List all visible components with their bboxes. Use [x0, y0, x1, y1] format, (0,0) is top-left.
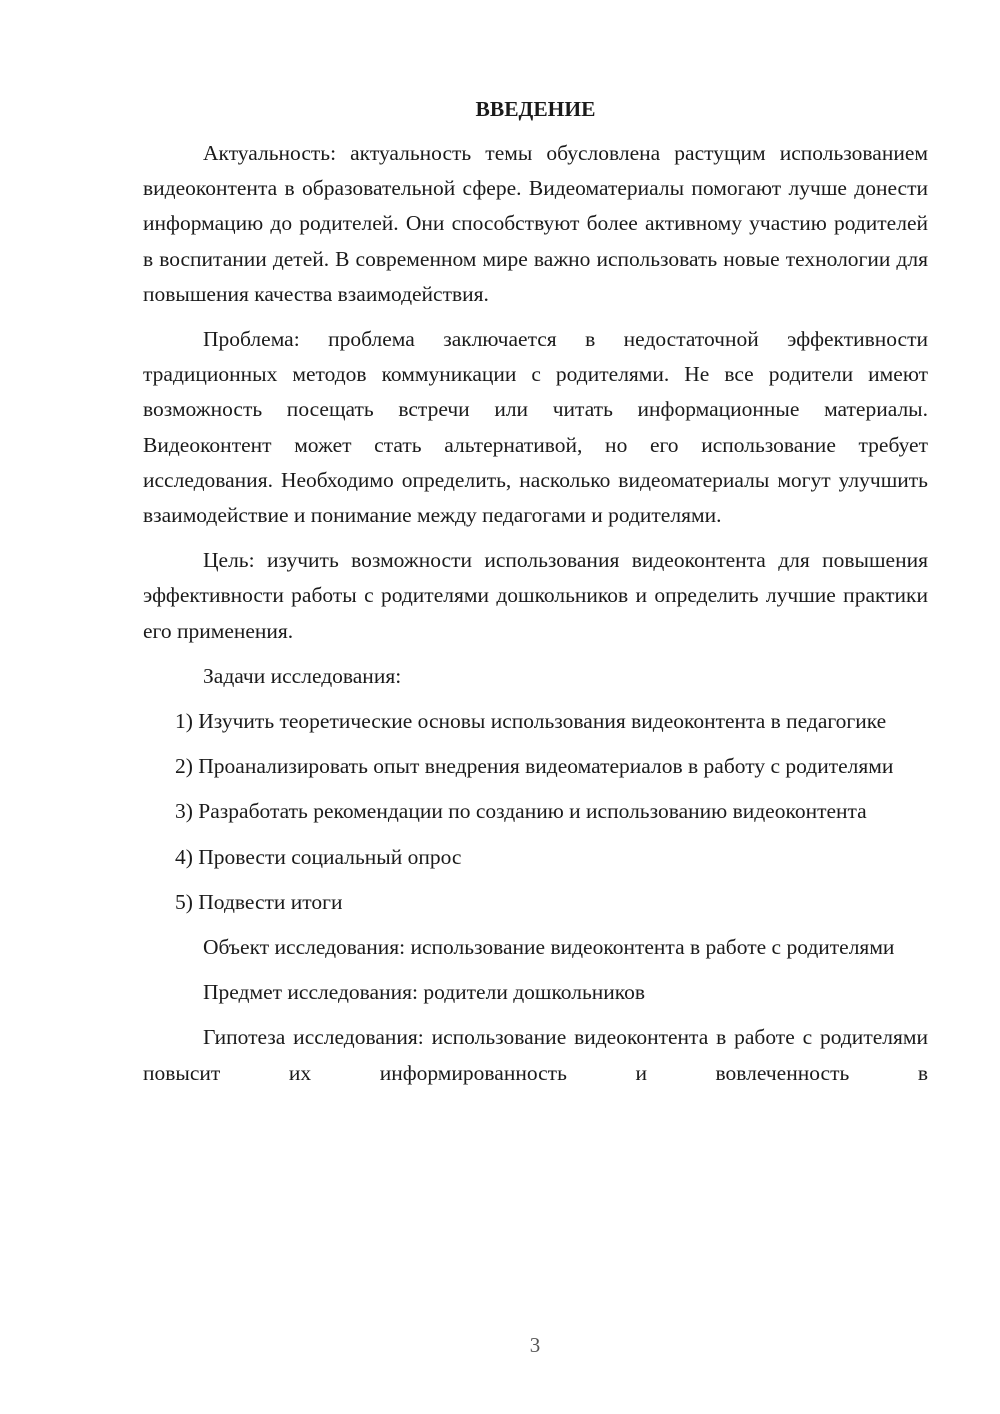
hypothesis-paragraph: Гипотеза исследования: использование видеоконтента в работе с родителями повысит их информированность и вовлеченность в	[143, 1025, 928, 1085]
task-item: 5) Подвести итоги	[175, 889, 343, 914]
problem-paragraph: Проблема: проблема заключается в недостаточной эффективности традиционных методов коммуникации с родителями. Не все родители имеют возможность посещать встречи или читать информационные материалы. Видеоконтент может стать альтернативой, но его использование требует исследования. Необходимо определить, насколько видеоматериалы могут улучшить взаимодействие и понимание между педагогами и родителями.	[143, 327, 928, 528]
task-item: 4) Провести социальный опрос	[175, 844, 462, 869]
task-item: 3) Разработать рекомендации по созданию и использованию видеоконтента	[175, 799, 867, 824]
page-number: 3	[529, 1333, 541, 1357]
subject-paragraph: Предмет исследования: родители дошкольников	[203, 980, 646, 1005]
document-page	[143, 92, 928, 1101]
tasks-heading: Задачи исследования:	[203, 663, 402, 688]
task-item: 1) Изучить теоретические основы использования видеоконтента в педагогике	[175, 709, 887, 734]
section-title: ВВЕДЕНИЕ	[475, 97, 596, 121]
object-paragraph: Объект исследования: использование видеоконтента в работе с родителями	[203, 935, 895, 960]
task-item: 2) Проанализировать опыт внедрения видеоматериалов в работу с родителями	[175, 754, 894, 779]
goal-paragraph: Цель: изучить возможности использования видеоконтента для повышения эффективности работы с родителями дошкольников и определить лучшие практики его применения.	[143, 548, 928, 643]
tasks-list	[143, 704, 928, 920]
relevance-paragraph: Актуальность: актуальность темы обусловлена растущим использованием видеоконтента в образовательной сфере. Видеоматериалы помогают лучше донести информацию до родителей. Они способствуют более активному участию родителей в воспитании детей. В современном мире важно использовать новые технологии для повышения качества взаимодействия.	[143, 141, 928, 306]
